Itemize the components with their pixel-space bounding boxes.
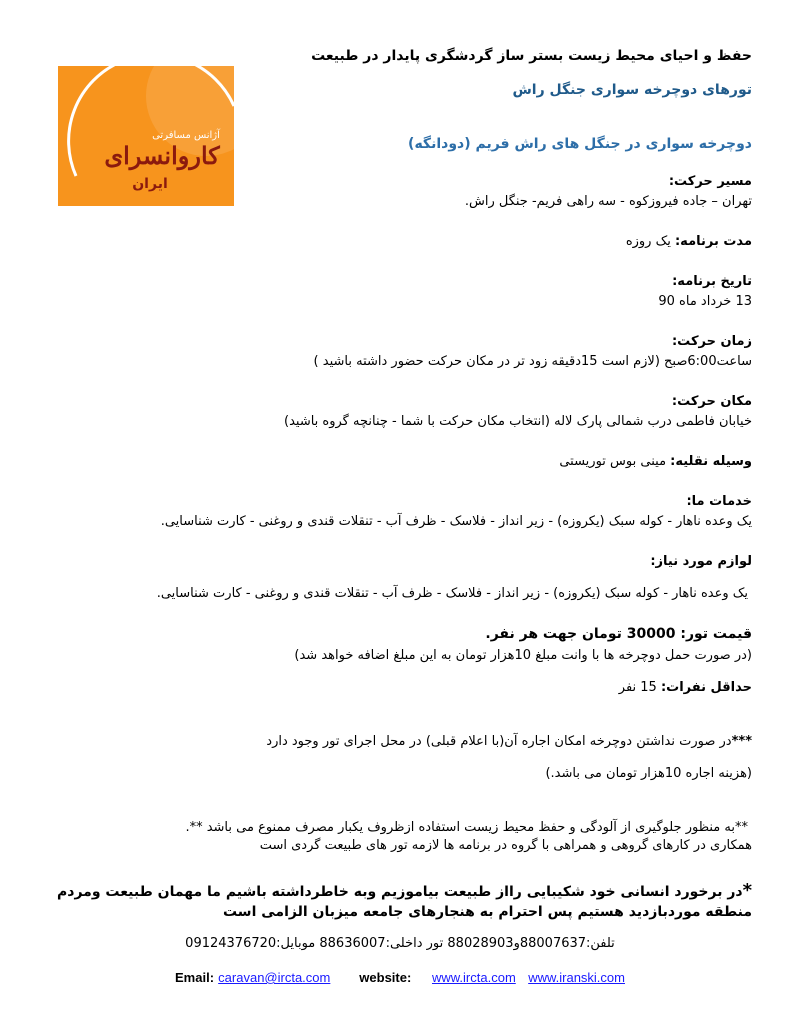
route-value: تهران – جاده فیروزکوه - سه راهی فریم- جنگل راش.: [464, 194, 752, 209]
duration-value: یک روزه: [625, 234, 671, 249]
logo-line3: ایران: [132, 176, 168, 192]
logo-graphic: [58, 66, 234, 206]
price-label: قیمت تور: 30000 تومان جهت هر نفر.: [485, 626, 752, 642]
date-value: 13 خرداد ماه 90: [658, 294, 752, 309]
ethics-text-1: در برخورد انسانی خود شکیبایی رااز طبیعت بیاموزیم وبه خاطرداشته باشیم ما مهمان طبیعت ومردم: [57, 884, 743, 900]
environment-note: **به منظور جلوگیری از آلودگی و حفظ محیط زیست استفاده ازظروف یکبار مصرف ممنوع می باشد **.: [185, 820, 748, 835]
place-value: خیابان فاطمی درب شمالی پارک لاله (انتخاب مکان حرکت با شما - چنانچه گروه باشید): [284, 414, 752, 429]
phone-line: تلفن:88007637و88028903 تور داخلی:88636007 موبایل:09124376720: [185, 936, 615, 951]
vehicle-value: مینی بوس توریستی: [559, 454, 667, 469]
agency-logo: [58, 66, 234, 206]
ethics-line-2: منطقه موردبازدید هستیم پس احترام به هنجارهای جامعه میزبان الزامی است: [222, 904, 752, 920]
time-value: ساعت6:00صبح (لازم است 15دقیقه زود تر در مکان حرکت حضور داشته باشید ): [313, 354, 752, 369]
services-label: خدمات ما:: [686, 494, 752, 509]
min-participants-label: حداقل نفرات:: [660, 680, 752, 695]
website-link-ircta[interactable]: www.ircta.com: [431, 970, 516, 985]
email-label: Email:: [175, 970, 215, 985]
place-label: مکان حرکت:: [671, 394, 752, 409]
website-link-iranski[interactable]: www.iranski.com: [528, 970, 625, 985]
rental-text: در صورت نداشتن دوچرخه امکان اجاره آن(با اعلام قبلی) در محل اجرای تور وجود دارد: [266, 734, 732, 749]
vehicle-label: وسیله نقلیه:: [670, 454, 752, 469]
ethics-line-1: [57, 880, 752, 901]
date-label: تاریخ برنامه:: [672, 274, 752, 289]
page-subtitle: تورهای دوچرخه سواری جنگل راش: [512, 82, 752, 98]
equipment-value: یک وعده ناهار - کوله سبک (یکروزه) - زیر انداز - فلاسک - ظرف آب - تنقلات قندی و روغنی - کارت شناسایی.: [156, 586, 748, 601]
price-note: (در صورت حمل دوچرخه ها با وانت مبلغ 10هزار تومان به این مبلغ اضافه خواهد شد): [294, 648, 752, 663]
rental-stars: ***: [731, 734, 752, 749]
logo-line1: آژانس مسافرتی: [152, 130, 220, 141]
services-value: یک وعده ناهار - کوله سبک (یکروزه) - زیر انداز - فلاسک - ظرف آب - تنقلات قندی و روغنی - کارت شناسایی.: [160, 514, 752, 529]
cooperation-note: همکاری در کارهای گروهی و همراهی با گروه در برنامه ها لازمه تور های طبیعت گردی است: [259, 838, 752, 853]
email-website-line: [0, 970, 800, 986]
min-participants-value: 15 نفر: [618, 680, 657, 695]
min-participants-row: [619, 680, 752, 695]
section-title: دوچرخه سواری در جنگل های راش فریم (دودانگه): [408, 136, 752, 152]
rental-note: [266, 734, 752, 749]
logo-line2: کاروانسرای: [104, 141, 220, 170]
vehicle-row: [559, 454, 752, 469]
ethics-star: *: [742, 880, 752, 901]
rental-cost: (هزینه اجاره 10هزار تومان می باشد.): [545, 766, 752, 781]
page-title: حفظ و احیای محیط زیست بستر ساز گردشگری پایدار در طبیعت: [311, 48, 752, 64]
equipment-label: لوازم مورد نیاز:: [650, 554, 752, 569]
duration-row: [626, 234, 752, 249]
email-link[interactable]: caravan@ircta.com: [218, 970, 331, 985]
duration-label: مدت برنامه:: [674, 234, 752, 249]
website-label: website:: [359, 970, 412, 985]
time-label: زمان حرکت:: [671, 334, 752, 349]
route-label: مسیر حرکت:: [668, 174, 752, 189]
